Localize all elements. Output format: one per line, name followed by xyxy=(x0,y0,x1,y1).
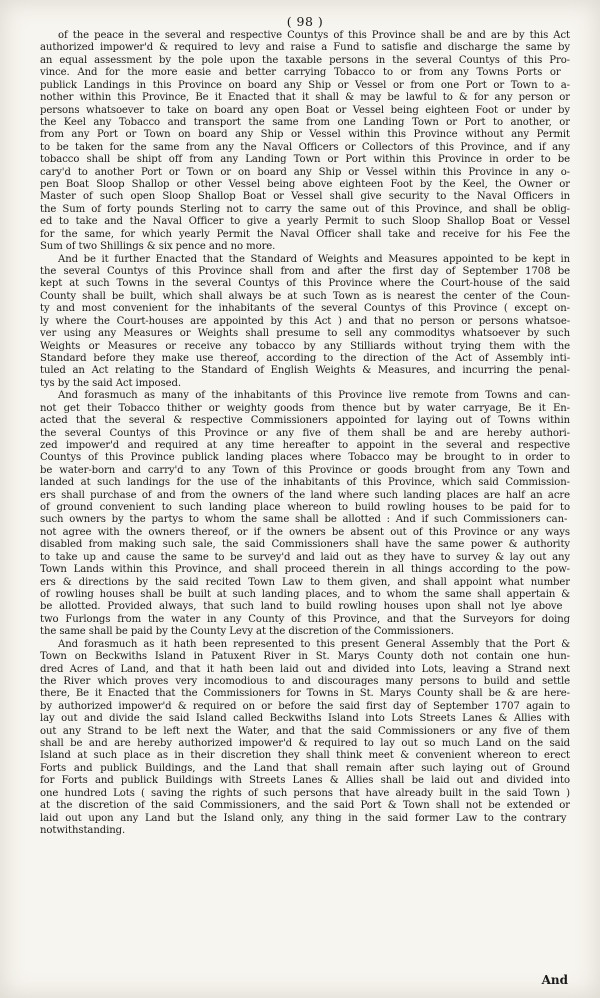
text-line: Countys of this Province publick landing places where Tobacco may be brought to in order to xyxy=(40,452,570,464)
text-line: Weights or Measures or receive any tobacco by any Stilliards without trying them with the xyxy=(40,340,570,352)
text-line: be water-born and carry'd to any Town of this Province or goods brought from any Town and xyxy=(40,464,570,476)
text-line: not get their Tobacco thither or weighty goods from thence but by water carryage, Be it En- xyxy=(40,402,570,414)
text-line: publick Landings in this Province on board any Ship or Vessel or from one Port or Town to a- xyxy=(40,79,570,91)
text-line: ers shall purchase of and from the owners of the land where such landing places are half an acre xyxy=(40,489,570,501)
text-line: acted that the several & respective Commissioners appointed for laying out of Towns within xyxy=(40,415,570,427)
text-line: the same shall be paid by the County Levy at the discretion of the Commissioners. xyxy=(40,626,454,638)
text-line: ly where the Court-houses are appointed by this Act ) and that no person or persons whatsoe- xyxy=(40,315,570,327)
text-line: notwithstanding. xyxy=(40,825,126,836)
text-line: there, Be it Enacted that the Commissioners for Towns in St. Marys County shall be & are here- xyxy=(40,688,570,700)
text-line: pen Boat Sloop Shallop or other Vessel being above eighteen Foot by the Keel, the Owner or xyxy=(40,179,570,191)
text-line: And forasmuch as many of the inhabitants of this Province live remote from Towns and can- xyxy=(58,390,570,402)
text-line: of ground convenient to such landing place whereon to build rowling houses to be paid for to xyxy=(40,502,570,514)
paragraph xyxy=(40,30,570,254)
text-line: for the same, for which yearly Permit the Naval Officer shall take and receive for his Fee the xyxy=(40,228,570,240)
text-line: Forts and publick Buildings, and the Land that shall remain after such laying out of Ground xyxy=(40,762,570,774)
text-line: tuled an Act relating to the Standard of English Weights & Measures, and incurring the penal- xyxy=(40,365,570,377)
text-line: Island at such place as in their discretion they shall think meet & convenient whereon to erect xyxy=(40,750,570,762)
text-line: County shall be built, which shall always be at such Town as is nearest the center of the Coun- xyxy=(40,290,570,302)
text-line: two Furlongs from the water in any County of this Province, and that the Surveyors for doing xyxy=(40,613,570,625)
text-line: of the peace in the several and respective Countys of this Province shall be and are by this Act xyxy=(58,30,570,41)
text-line: the River which proves very incomodious to and discourages many persons to build and settle xyxy=(40,675,570,687)
text-line: ty and most convenient for the inhabitants of the several Countys of this Province ( except on- xyxy=(40,303,570,315)
text-line: Town on Beckwiths Island in Patuxent River in St. Marys County doth not contain one hun- xyxy=(40,651,570,663)
text-line: for Forts and publick Buildings with Streets Lanes & Allies shall be laid out and divided into xyxy=(40,775,570,787)
text-line: Town Lands within this Province, and shall proceed therein in all things according to the pow- xyxy=(40,564,570,576)
text-line: lay out and divide the said Island called Beckwiths Island into Lots Streets Lanes & Allies with xyxy=(40,713,570,725)
text-line: to take up and cause the same to be survey'd and laid out as they have to survey & lay out any xyxy=(40,551,570,563)
text-line: one hundred Lots ( saving the rights of such persons that have already built in the said Town ) xyxy=(40,787,570,799)
text-line: by authorized impower'd & required on or before the said first day of September 1707 again to xyxy=(40,700,570,712)
text-line: nother within this Province, Be it Enacted that it shall & may be lawful to & for any person or xyxy=(40,92,570,104)
text-line: cary'd to another Port or Town or on board any Ship or Vessel within this Province in any o- xyxy=(40,166,570,178)
paragraph xyxy=(40,390,570,638)
text-line: to be taken for the same from any the Naval Officers or Collectors of this Province, and if any xyxy=(40,141,570,153)
text-line: be allotted. Provided always, that such land to build rowling houses upon shall not lye above xyxy=(40,601,563,613)
text-line: at the discretion of the said Commissioners, and the said Port & Town shall not be extended or xyxy=(40,800,570,812)
text-line: authorized impower'd & required to levy and raise a Fund to satisfie and discharge the same by xyxy=(40,42,570,54)
text-line: tobacco shall be shipt off from any Landing Town or Port within this Province in order to be xyxy=(40,154,570,166)
text-line: Standard before they make use thereof, according to the direction of the Act of Assembly inti- xyxy=(40,352,570,364)
text-line: And forasmuch as it hath been represented to this present General Assembly that the Port & xyxy=(58,638,570,650)
text-line: the Sum of forty pounds Sterling not to carry the same out of this Province, and shall be oblig- xyxy=(40,203,570,215)
text-line: the Keel any Tobacco and transport the same from one Landing Town or Port to another, or xyxy=(40,116,570,128)
text-line: Sum of two Shillings & six pence and no more. xyxy=(40,241,276,253)
page-number: ( 98 ) xyxy=(286,14,324,29)
text-line: dred Acres of Land, and that it hath been laid out and divided into Lots, leaving a Strand next xyxy=(40,663,570,675)
text-line: laid out upon any Land but the Island only, any thing in the said former Law to the contrary xyxy=(40,812,567,824)
document-page xyxy=(40,14,570,989)
text-line: persons whatsoever to take on board any open Boat or Vessel being eighteen Foot or under by xyxy=(40,104,570,116)
text-line: the several Countys of this Province shall from and after the first day of September 1708 be xyxy=(40,266,570,278)
text-line: zed impower'd and required at any time hereafter to appoint in the several and respective xyxy=(40,439,570,451)
text-line: such owners by the partys to whom the same shall be allotted : And if such Commissioners can- xyxy=(40,514,568,526)
paragraph xyxy=(40,254,570,391)
text-line: ed to take and the Naval Officer to give a yearly Permit to such Sloop Shallop Boat or Vessel xyxy=(40,216,570,228)
text-line: of rowling houses shall be built at such landing places, and to whom the same shall appertain & xyxy=(40,588,570,600)
text-line: kept at such Towns in the several Countys of this Province where the Court-house of the said xyxy=(40,278,570,290)
paragraph xyxy=(40,639,570,838)
text-line: an equal assessment by the pole upon the taxable persons in the several Countys of this Pro- xyxy=(40,54,570,66)
text-line: ers & directions by the said recited Town Law to them given, and shall appoint what number xyxy=(40,576,570,588)
text-line: shall be and are hereby authorized impower'd & required to lay out so much Land on the said xyxy=(40,738,570,750)
text-line: not agree with the owners thereof, or if the owners be absent out of this Province or any ways xyxy=(40,526,570,538)
text-line: ver using any Measures or Weights shall presume to sell any commoditys whatsoever by such xyxy=(40,328,570,340)
text-line: from any Port or Town on board any Ship or Vessel within this Province without any Permit xyxy=(40,129,570,141)
body-text xyxy=(40,30,570,837)
text-line: landed at such landings for the use of the inhabitants of this Province, which said Commission- xyxy=(40,477,570,489)
text-line: vince. And for the more easie and better carrying Tobacco to or from any Towns Ports or xyxy=(40,67,561,79)
text-line: the several Countys of this Province or any five of them shall be and are hereby authori- xyxy=(40,427,570,439)
text-line: Master of such open Sloop Shallop Boat or Vessel shall give security to the Naval Officers in xyxy=(40,191,570,203)
catchword: And xyxy=(541,973,568,987)
text-line: disabled from making such sale, the said Commissioners shall have the same power & authority xyxy=(40,539,570,551)
text-line: out any Strand to be left next the Water, and that the said Commissioners or any five of them xyxy=(40,725,570,737)
text-line: tys by the said Act imposed. xyxy=(40,377,181,389)
text-line: And be it further Enacted that the Standard of Weights and Measures appointed to be kept in xyxy=(58,253,570,265)
